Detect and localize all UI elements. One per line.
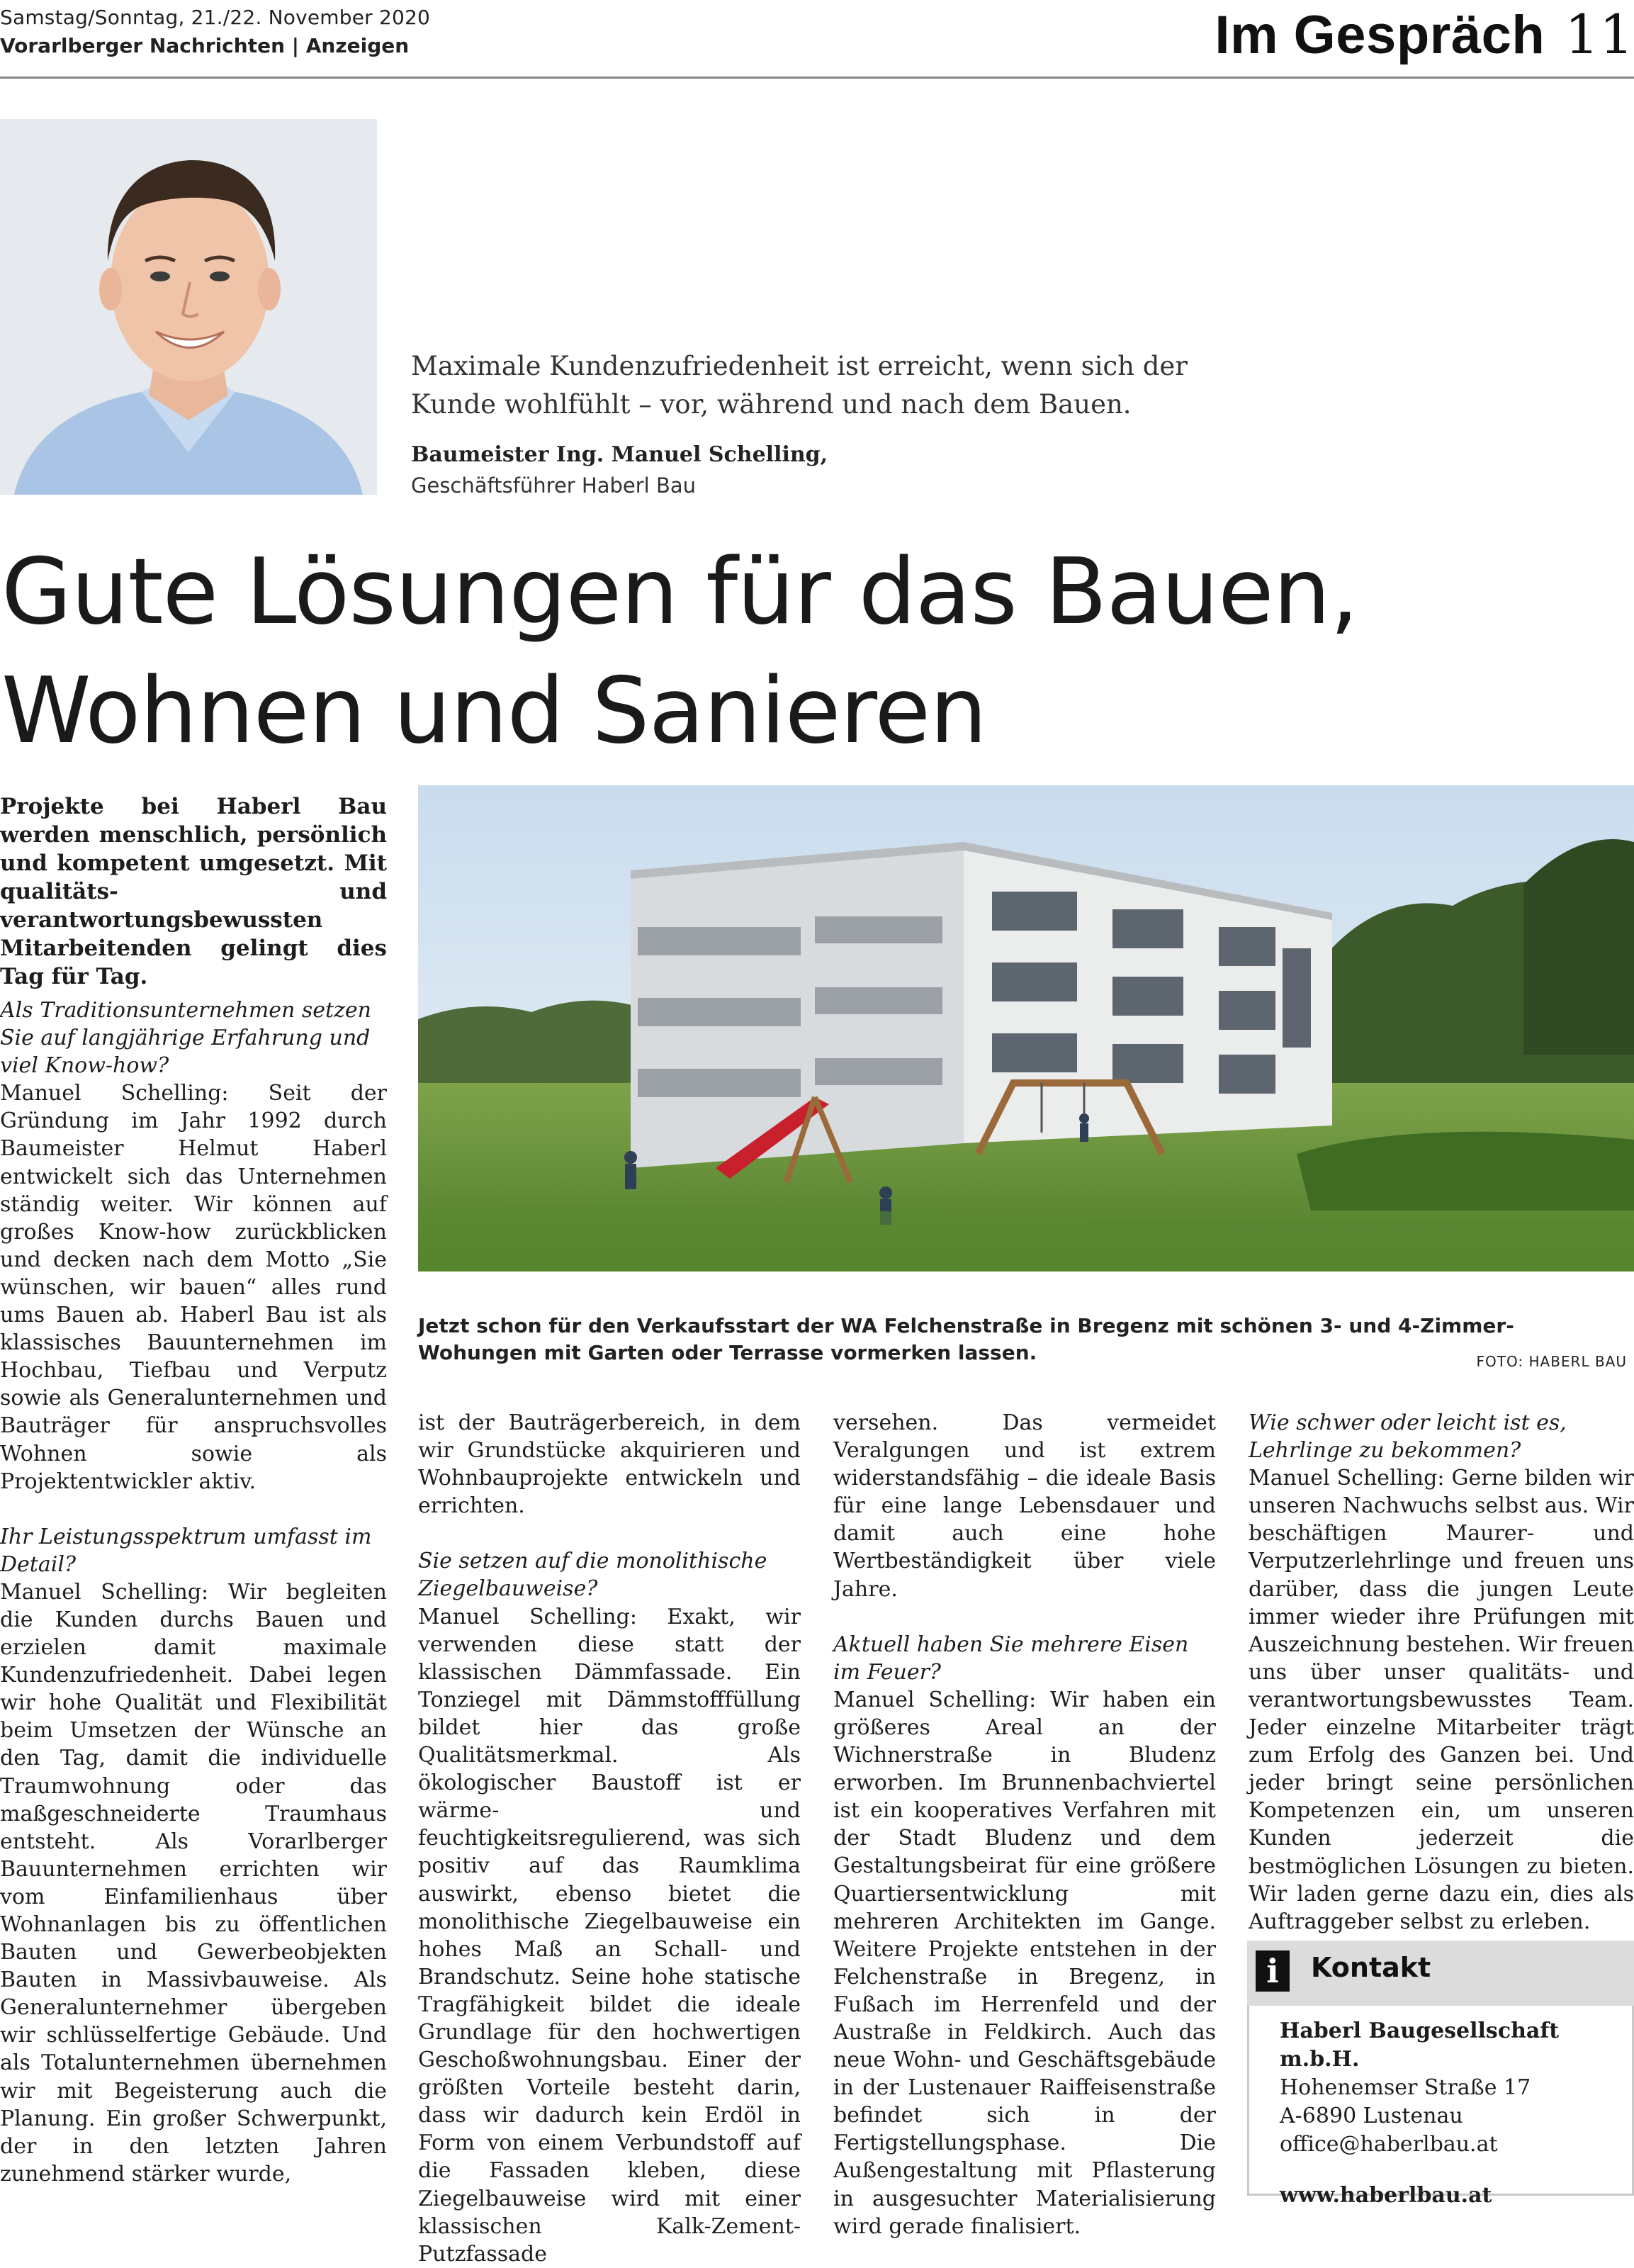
contact-email[interactable]: office@haberlbau.at [1280, 2132, 1498, 2157]
contact-box-header [1247, 1941, 1634, 2006]
apartment-building-illustration [418, 785, 1634, 1271]
contact-company: Haberl Baugesellschaft m.b.H. [1280, 2019, 1560, 2072]
info-icon: i [1256, 1950, 1290, 1992]
contact-title: Kontakt [1311, 1952, 1431, 1983]
photo-credit: FOTO: HABERL BAU [1476, 1353, 1627, 1370]
interview-question: Als Traditionsunternehmen setzen Sie auf langjährige Erfahrung und viel Know-how? [0, 998, 371, 1079]
text-column-1 [0, 997, 387, 2188]
interview-answer: ist der Bauträgerbereich, in dem wir Grundstücke akquirieren und Wohnbauprojekte entwickeln und errichten. [418, 1410, 801, 1519]
page-number: 11 [1565, 3, 1634, 66]
portrait-illustration [0, 119, 377, 495]
text-column-4 [1249, 1409, 1634, 1936]
interview-answer: Manuel Schelling: Exakt, wir verwenden diese statt der klassischen Dämmfassade. Ein Tonziegel mit Dämmstofffüllung bildet hier das große Qualitätsmerkmal. Als ökologischer Baustoff ist er wärme- und feuchtigkeitsregulierend, was sich positiv auf das Raumklima auswirkt, ebenso bietet die monolithische Ziegelbauweise ein hohes Maß an Schall- und Brandschutz. Seine hohe statische Tragfähigkeit bildet die ideale Grundlage für den hochwertigen Geschoßwohnungsbau. Einer der größten Vorteile besteht darin, dass wir dadurch kein Erdöl in Form von einem Verbundstoff auf die Fassaden kleben, diese Ziegelbauweise wird mit einer klassischen Kalk-Zement-Putzfassade [418, 1604, 801, 2267]
contact-details [1280, 2017, 1620, 2210]
interview-question: Sie setzen auf die monolithische Ziegelbauweise? [418, 1549, 767, 1602]
interview-answer: Manuel Schelling: Wir haben ein größeres Areal an der Wichnerstraße in Bludenz erworben. Im Brunnenbachviertel ist ein kooperatives Verfahren mit der Stadt Bludenz und dem Gestaltungsbeirat für eine größere Quartiersentwicklung mit mehreren Architekten im Gange. Weitere Projekte entstehen in der Felchenstraße in Bregenz, in Fußach im Herrenfeld und der Austraße in Feldkirch. Auch das neue Wohn- und Geschäftsgebäude in der Lustenauer Raiffeisenstraße befindet sich in der Fertigstellungsphase. Die Außengestaltung mit Pflasterung in ausgesuchter Materialisierung wird gerade finalisiert. [833, 1687, 1216, 2239]
article-headline: Gute Lösungen für das Bauen, Wohnen und Sanieren [1, 539, 1358, 764]
photo-caption: Jetzt schon für den Verkaufsstart der WA Felchenstraße in Bregenz mit schönen 3- und 4-Zimmer-Wohungen mit Garten oder Terrasse vormerken lassen. [418, 1314, 1514, 1364]
interview-question: Aktuell haben Sie mehrere Eisen im Feuer? [833, 1632, 1189, 1685]
interview-answer: Manuel Schelling: Wir begleiten die Kunden durchs Bauen und erzielen damit maximale Kundenzufriedenheit. Dabei legen wir hohe Qualität und Flexibilität beim Umsetzen der Wünsche an den Tag, damit die individuelle Traumwohnung oder das maßgeschneiderte Traumhaus entsteht. Als Vorarlberger Bauunternehmen errichten wir vom Einfamilienhaus über Wohnanlagen bis zu öffentlichen Bauten und Gewerbeobjekten Bauten in Massivbauweise. Als Generalunternehmer übergeben wir schlüsselfertige Gebäude. Und als Totalunternehmen übernehmen wir mit Begeisterung auch die Planung. Ein großer Schwerpunkt, der in den letzten Jahren zunehmend stärker wurde, [0, 1579, 387, 2186]
text-column-3 [833, 1409, 1216, 2240]
interview-answer: versehen. Das vermeidet Veralgungen und ist extrem widerstandsfähig – die ideale Basis für eine lange Lebensdauer und damit auch eine hohe Wertbeständigkeit über viele Jahre. [833, 1410, 1216, 1602]
interview-answer: Manuel Schelling: Gerne bilden wir unseren Nachwuchs selbst aus. Wir beschäftigen Maurer- und Verputzerlehrlinge und freuen uns darüber, dass die jungen Leute immer wieder ihre Prüfungen mit Auszeichnung bestehen. Wir freuen uns über unser qualitäts- und verantwortungsbewusstes Team. Jeder einzelne Mitarbeiter trägt zum Erfolg des Ganzen bei. Und jeder bringt seine persönlichen Kompetenzen ein, um unseren Kunden jederzeit die bestmöglichen Lösungen zu bieten. Wir laden gerne dazu ein, dies als Auftraggeber selbst zu erleben. [1249, 1466, 1634, 1934]
issue-date: Samstag/Sonntag, 21./22. November 2020 [0, 6, 431, 29]
pull-quote: Maximale Kundenzufriedenheit ist erreicht, wenn sich der Kunde wohlfühlt – vor, während und nach dem Bauen. [411, 351, 1188, 420]
portrait-photo [0, 119, 377, 495]
contact-city: A-6890 Lustenau [1280, 2104, 1463, 2128]
quote-author-role: Geschäftsführer Haberl Bau [411, 473, 697, 498]
interview-question: Ihr Leistungsspektrum umfasst im Detail? [0, 1524, 372, 1577]
article-lead: Projekte bei Haberl Bau werden menschlich, persönlich und kompetent umgesetzt. Mit qualitäts- und verantwortungsbewussten Mitarbeitenden gelingt dies Tag für Tag. [0, 794, 387, 989]
section-name: Im Gespräch [1215, 5, 1545, 65]
interview-answer: Manuel Schelling: Seit der Gründung im Jahr 1992 durch Baumeister Helmut Haberl entwickelt sich das Unternehmen ständig weiter. Wir können auf großes Know-how zurückblicken und decken nach dem Motto „Sie wünschen, wir bauen“ alles rund ums Bauen ab. Haberl Bau ist als klassisches Bauunternehmen im Hochbau, Tiefbau und Verputz sowie als Generalunternehmen und Bauträger für anspruchsvolles Wohnen sowie als Projektentwickler aktiv. [0, 1081, 387, 1494]
newspaper-name: Vorarlberger Nachrichten | Anzeigen [0, 34, 410, 57]
contact-website[interactable]: www.haberlbau.at [1280, 2183, 1492, 2208]
text-column-2 [418, 1409, 801, 2268]
contact-street: Hohenemser Straße 17 [1280, 2075, 1531, 2100]
section-title [1215, 3, 1634, 66]
header-divider [0, 77, 1634, 79]
quote-author-name: Baumeister Ing. Manuel Schelling, [411, 442, 828, 467]
interview-question: Wie schwer oder leicht ist es, Lehrlinge zu bekommen? [1249, 1410, 1567, 1464]
building-rendering-photo [418, 785, 1634, 1271]
